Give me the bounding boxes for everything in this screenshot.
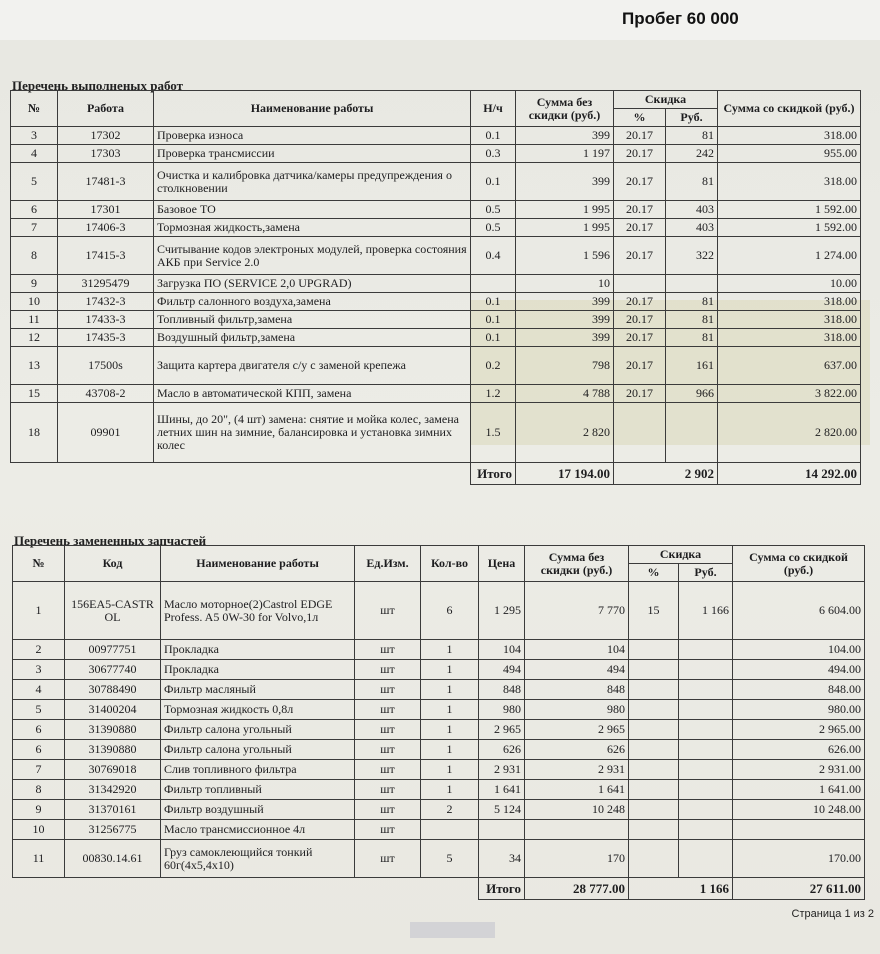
parts-total-discount: 1 166: [629, 878, 733, 900]
part-code: 00830.14.61: [65, 840, 161, 878]
parts-col-name: Наименование работы: [161, 546, 355, 582]
part-price: 1 295: [479, 582, 525, 640]
part-sum: 7 770: [525, 582, 629, 640]
work-sum: 1 197: [516, 145, 614, 163]
work-code: 17432-3: [58, 293, 154, 311]
part-price: 626: [479, 740, 525, 760]
work-code: 09901: [58, 403, 154, 463]
work-hours: 0.1: [471, 329, 516, 347]
part-row: [13, 700, 865, 720]
part-total: 848.00: [733, 680, 865, 700]
part-discount-pct: [629, 660, 679, 680]
part-num: 4: [13, 680, 65, 700]
work-discount-rub: [666, 275, 718, 293]
part-code: 30788490: [65, 680, 161, 700]
part-name: Фильтр топливный: [161, 780, 355, 800]
part-code: 30677740: [65, 660, 161, 680]
col-sum-no-discount: Сумма без скидки (руб.): [516, 91, 614, 127]
work-row: [11, 293, 861, 311]
part-code: 31370161: [65, 800, 161, 820]
work-code: 31295479: [58, 275, 154, 293]
parts-section-title: Перечень замененных запчастей: [14, 533, 207, 548]
work-discount-pct: 20.17: [614, 237, 666, 275]
part-discount-rub: [679, 840, 733, 878]
work-sum: 1 596: [516, 237, 614, 275]
page-title: Пробег 60 000: [622, 9, 739, 28]
part-code: 00977751: [65, 640, 161, 660]
work-discount-rub: 81: [666, 329, 718, 347]
work-discount-rub: 81: [666, 311, 718, 329]
empty-cell: [161, 878, 355, 900]
part-price: 1 641: [479, 780, 525, 800]
col-num: №: [11, 91, 58, 127]
work-sum: 4 788: [516, 385, 614, 403]
part-total: 2 931.00: [733, 760, 865, 780]
work-total: 3 822.00: [718, 385, 861, 403]
part-discount-rub: [679, 700, 733, 720]
parts-col-price: Цена: [479, 546, 525, 582]
part-discount-rub: [679, 720, 733, 740]
part-total: 6 604.00: [733, 582, 865, 640]
work-sum: 1 995: [516, 219, 614, 237]
part-discount-rub: [679, 640, 733, 660]
part-code: 31390880: [65, 720, 161, 740]
work-hours: 0.4: [471, 237, 516, 275]
part-num: 10: [13, 820, 65, 840]
part-qty: 1: [421, 660, 479, 680]
part-total: [733, 820, 865, 840]
empty-cell: [421, 878, 479, 900]
work-num: 4: [11, 145, 58, 163]
part-sum: 104: [525, 640, 629, 660]
part-price: 494: [479, 660, 525, 680]
part-discount-pct: [629, 840, 679, 878]
work-code: 17433-3: [58, 311, 154, 329]
work-code: 17481-3: [58, 163, 154, 201]
work-discount-rub: 81: [666, 293, 718, 311]
work-code: 17406-3: [58, 219, 154, 237]
part-row: [13, 720, 865, 740]
work-total: 1 592.00: [718, 201, 861, 219]
col-discount: Скидка: [614, 91, 718, 109]
part-row: [13, 800, 865, 820]
work-code: 17303: [58, 145, 154, 163]
work-discount-pct: 20.17: [614, 311, 666, 329]
work-num: 10: [11, 293, 58, 311]
work-hours: 1.2: [471, 385, 516, 403]
part-code: 30769018: [65, 760, 161, 780]
parts-col-code: Код: [65, 546, 161, 582]
part-discount-pct: [629, 700, 679, 720]
part-sum: 2 965: [525, 720, 629, 740]
work-hours: 0.1: [471, 163, 516, 201]
parts-col-discount-pct: %: [629, 564, 679, 582]
part-num: 3: [13, 660, 65, 680]
work-row: [11, 385, 861, 403]
work-total: 10.00: [718, 275, 861, 293]
work-row: [11, 219, 861, 237]
work-code: 17500s: [58, 347, 154, 385]
part-name: Масло моторное(2)Castrol EDGE Profess. A5 0W-30 for Volvo,1л: [161, 582, 355, 640]
work-sum: 1 995: [516, 201, 614, 219]
part-num: 7: [13, 760, 65, 780]
part-discount-rub: [679, 760, 733, 780]
empty-cell: [11, 463, 58, 485]
page-number: Страница 1 из 2: [791, 908, 874, 920]
part-total: 980.00: [733, 700, 865, 720]
work-hours: 0.5: [471, 219, 516, 237]
part-row: [13, 740, 865, 760]
work-name: Считывание кодов электроных модулей, проверка состояния АКБ при Service 2.0: [154, 237, 471, 275]
part-name: Груз самоклеющийся тонкий 60г(4х5,4х10): [161, 840, 355, 878]
work-sum: 798: [516, 347, 614, 385]
work-num: 9: [11, 275, 58, 293]
part-qty: 1: [421, 700, 479, 720]
part-discount-pct: [629, 720, 679, 740]
work-num: 8: [11, 237, 58, 275]
work-discount-pct: 20.17: [614, 293, 666, 311]
part-discount-pct: [629, 740, 679, 760]
parts-table: [12, 545, 865, 900]
part-num: 11: [13, 840, 65, 878]
work-name: Топливный фильтр,замена: [154, 311, 471, 329]
part-sum: 848: [525, 680, 629, 700]
col-work: Работа: [58, 91, 154, 127]
part-name: Фильтр салона угольный: [161, 740, 355, 760]
part-name: Слив топливного фильтра: [161, 760, 355, 780]
part-total: 494.00: [733, 660, 865, 680]
part-row: [13, 582, 865, 640]
work-discount-rub: 161: [666, 347, 718, 385]
work-code: 43708-2: [58, 385, 154, 403]
part-qty: 1: [421, 780, 479, 800]
part-discount-pct: [629, 760, 679, 780]
part-name: Фильтр масляный: [161, 680, 355, 700]
work-hours: 0.1: [471, 311, 516, 329]
parts-total-with-discount: 27 611.00: [733, 878, 865, 900]
work-total: 1 592.00: [718, 219, 861, 237]
part-unit: шт: [355, 760, 421, 780]
work-sum: 399: [516, 127, 614, 145]
part-name: Фильтр воздушный: [161, 800, 355, 820]
part-row: [13, 840, 865, 878]
part-price: 104: [479, 640, 525, 660]
work-name: Очистка и калибровка датчика/камеры предупреждения о столкновении: [154, 163, 471, 201]
work-total: 955.00: [718, 145, 861, 163]
work-hours: 0.2: [471, 347, 516, 385]
part-sum: [525, 820, 629, 840]
work-name: Воздушный фильтр,замена: [154, 329, 471, 347]
work-discount-pct: [614, 403, 666, 463]
work-name: Базовое ТО: [154, 201, 471, 219]
parts-col-sum-with-discount: Сумма со скидкой (руб.): [733, 546, 865, 582]
work-total: 318.00: [718, 163, 861, 201]
part-sum: 170: [525, 840, 629, 878]
part-unit: шт: [355, 582, 421, 640]
part-discount-rub: 1 166: [679, 582, 733, 640]
work-sum: 2 820: [516, 403, 614, 463]
work-hours: 0.3: [471, 145, 516, 163]
work-sum: 10: [516, 275, 614, 293]
work-total: 318.00: [718, 311, 861, 329]
work-hours: 0.1: [471, 127, 516, 145]
part-discount-pct: [629, 680, 679, 700]
part-qty: 1: [421, 720, 479, 740]
part-row: [13, 660, 865, 680]
work-sum: 399: [516, 329, 614, 347]
part-discount-rub: [679, 780, 733, 800]
works-total-sum: 17 194.00: [516, 463, 614, 485]
part-total: 10 248.00: [733, 800, 865, 820]
work-code: 17302: [58, 127, 154, 145]
works-total-row: [11, 463, 861, 485]
parts-col-unit: Ед.Изм.: [355, 546, 421, 582]
works-total-discount: 2 902: [614, 463, 718, 485]
work-total: 318.00: [718, 127, 861, 145]
part-discount-pct: [629, 780, 679, 800]
part-code: 31256775: [65, 820, 161, 840]
part-num: 6: [13, 740, 65, 760]
part-num: 9: [13, 800, 65, 820]
part-discount-rub: [679, 740, 733, 760]
part-qty: 1: [421, 640, 479, 660]
parts-total-sum: 28 777.00: [525, 878, 629, 900]
part-row: [13, 820, 865, 840]
work-num: 12: [11, 329, 58, 347]
work-row: [11, 127, 861, 145]
work-num: 18: [11, 403, 58, 463]
work-row: [11, 145, 861, 163]
work-row: [11, 201, 861, 219]
work-discount-pct: 20.17: [614, 201, 666, 219]
part-qty: 1: [421, 740, 479, 760]
work-name: Шины, до 20", (4 шт) замена: снятие и мойка колес, замена летних шин на зимние, балансировка и установка зимних колес: [154, 403, 471, 463]
work-num: 5: [11, 163, 58, 201]
part-total: 170.00: [733, 840, 865, 878]
work-discount-pct: 20.17: [614, 329, 666, 347]
part-price: 2 931: [479, 760, 525, 780]
work-discount-pct: [614, 275, 666, 293]
work-row: [11, 311, 861, 329]
work-row: [11, 403, 861, 463]
work-code: 17301: [58, 201, 154, 219]
part-price: 5 124: [479, 800, 525, 820]
part-sum: 494: [525, 660, 629, 680]
work-discount-rub: 403: [666, 201, 718, 219]
part-num: 6: [13, 720, 65, 740]
works-total-with-discount: 14 292.00: [718, 463, 861, 485]
work-discount-pct: 20.17: [614, 163, 666, 201]
part-discount-pct: [629, 640, 679, 660]
work-num: 15: [11, 385, 58, 403]
work-discount-pct: 20.17: [614, 347, 666, 385]
work-hours: [471, 275, 516, 293]
parts-total-label: Итого: [479, 878, 525, 900]
part-sum: 10 248: [525, 800, 629, 820]
work-total: 637.00: [718, 347, 861, 385]
part-discount-rub: [679, 800, 733, 820]
work-name: Тормозная жидкость,замена: [154, 219, 471, 237]
work-hours: 1.5: [471, 403, 516, 463]
work-code: 17415-3: [58, 237, 154, 275]
work-discount-rub: 966: [666, 385, 718, 403]
part-total: 2 965.00: [733, 720, 865, 740]
parts-col-qty: Кол-во: [421, 546, 479, 582]
part-code: 156EA5-CASTROL: [65, 582, 161, 640]
work-row: [11, 275, 861, 293]
work-row: [11, 329, 861, 347]
part-total: 626.00: [733, 740, 865, 760]
part-code: 31342920: [65, 780, 161, 800]
part-sum: 2 931: [525, 760, 629, 780]
part-name: Прокладка: [161, 640, 355, 660]
parts-col-discount-rub: Руб.: [679, 564, 733, 582]
part-unit: шт: [355, 640, 421, 660]
work-name: Проверка износа: [154, 127, 471, 145]
redaction-mark: [410, 922, 495, 938]
part-sum: 980: [525, 700, 629, 720]
part-discount-rub: [679, 660, 733, 680]
work-code: 17435-3: [58, 329, 154, 347]
work-sum: 399: [516, 163, 614, 201]
part-num: 8: [13, 780, 65, 800]
work-discount-rub: 81: [666, 163, 718, 201]
parts-col-discount: Скидка: [629, 546, 733, 564]
work-name: Загрузка ПО (SERVICE 2,0 UPGRAD): [154, 275, 471, 293]
parts-col-sum-no-discount: Сумма без скидки (руб.): [525, 546, 629, 582]
work-hours: 0.5: [471, 201, 516, 219]
work-discount-rub: 403: [666, 219, 718, 237]
work-total: 318.00: [718, 293, 861, 311]
work-name: Проверка трансмиссии: [154, 145, 471, 163]
empty-cell: [13, 878, 65, 900]
work-total: 318.00: [718, 329, 861, 347]
part-name: Прокладка: [161, 660, 355, 680]
part-discount-pct: [629, 820, 679, 840]
part-num: 1: [13, 582, 65, 640]
part-discount-pct: 15: [629, 582, 679, 640]
part-unit: шт: [355, 840, 421, 878]
work-num: 3: [11, 127, 58, 145]
part-unit: шт: [355, 800, 421, 820]
col-discount-rub: Руб.: [666, 109, 718, 127]
work-discount-rub: 242: [666, 145, 718, 163]
col-sum-with-discount: Сумма со скидкой (руб.): [718, 91, 861, 127]
part-row: [13, 760, 865, 780]
part-num: 2: [13, 640, 65, 660]
work-discount-pct: 20.17: [614, 145, 666, 163]
work-hours: 0.1: [471, 293, 516, 311]
empty-cell: [58, 463, 154, 485]
part-row: [13, 780, 865, 800]
works-total-label: Итого: [471, 463, 516, 485]
part-price: 2 965: [479, 720, 525, 740]
work-discount-pct: 20.17: [614, 385, 666, 403]
work-discount-rub: [666, 403, 718, 463]
work-name: Защита картера двигателя с/у с заменой крепежа: [154, 347, 471, 385]
part-sum: 1 641: [525, 780, 629, 800]
works-table: [10, 90, 861, 485]
part-code: 31400204: [65, 700, 161, 720]
part-discount-rub: [679, 820, 733, 840]
part-qty: 5: [421, 840, 479, 878]
part-price: [479, 820, 525, 840]
empty-cell: [355, 878, 421, 900]
part-qty: 1: [421, 760, 479, 780]
part-code: 31390880: [65, 740, 161, 760]
work-num: 7: [11, 219, 58, 237]
work-discount-pct: 20.17: [614, 219, 666, 237]
part-price: 848: [479, 680, 525, 700]
parts-total-row: [13, 878, 865, 900]
work-row: [11, 163, 861, 201]
work-num: 13: [11, 347, 58, 385]
work-discount-rub: 81: [666, 127, 718, 145]
work-sum: 399: [516, 311, 614, 329]
part-qty: [421, 820, 479, 840]
works-section-title: Перечень выполненых работ: [12, 78, 183, 93]
part-qty: 6: [421, 582, 479, 640]
empty-cell: [65, 878, 161, 900]
part-unit: шт: [355, 720, 421, 740]
part-discount-rub: [679, 680, 733, 700]
part-row: [13, 640, 865, 660]
empty-cell: [154, 463, 471, 485]
part-qty: 1: [421, 680, 479, 700]
part-discount-pct: [629, 800, 679, 820]
part-price: 980: [479, 700, 525, 720]
part-row: [13, 680, 865, 700]
part-unit: шт: [355, 820, 421, 840]
work-num: 11: [11, 311, 58, 329]
work-sum: 399: [516, 293, 614, 311]
part-sum: 626: [525, 740, 629, 760]
work-discount-pct: 20.17: [614, 127, 666, 145]
part-unit: шт: [355, 780, 421, 800]
part-qty: 2: [421, 800, 479, 820]
part-unit: шт: [355, 660, 421, 680]
part-price: 34: [479, 840, 525, 878]
part-unit: шт: [355, 680, 421, 700]
part-total: 1 641.00: [733, 780, 865, 800]
work-num: 6: [11, 201, 58, 219]
work-total: 1 274.00: [718, 237, 861, 275]
work-name: Масло в автоматической КПП, замена: [154, 385, 471, 403]
col-name: Наименование работы: [154, 91, 471, 127]
work-name: Фильтр салонного воздуха,замена: [154, 293, 471, 311]
part-name: Фильтр салона угольный: [161, 720, 355, 740]
part-name: Масло трансмиссионное 4л: [161, 820, 355, 840]
part-total: 104.00: [733, 640, 865, 660]
parts-col-num: №: [13, 546, 65, 582]
col-hours: Н/ч: [471, 91, 516, 127]
col-discount-pct: %: [614, 109, 666, 127]
part-num: 5: [13, 700, 65, 720]
part-unit: шт: [355, 740, 421, 760]
work-row: [11, 237, 861, 275]
part-unit: шт: [355, 700, 421, 720]
part-name: Тормозная жидкость 0,8л: [161, 700, 355, 720]
work-discount-rub: 322: [666, 237, 718, 275]
work-total: 2 820.00: [718, 403, 861, 463]
work-row: [11, 347, 861, 385]
